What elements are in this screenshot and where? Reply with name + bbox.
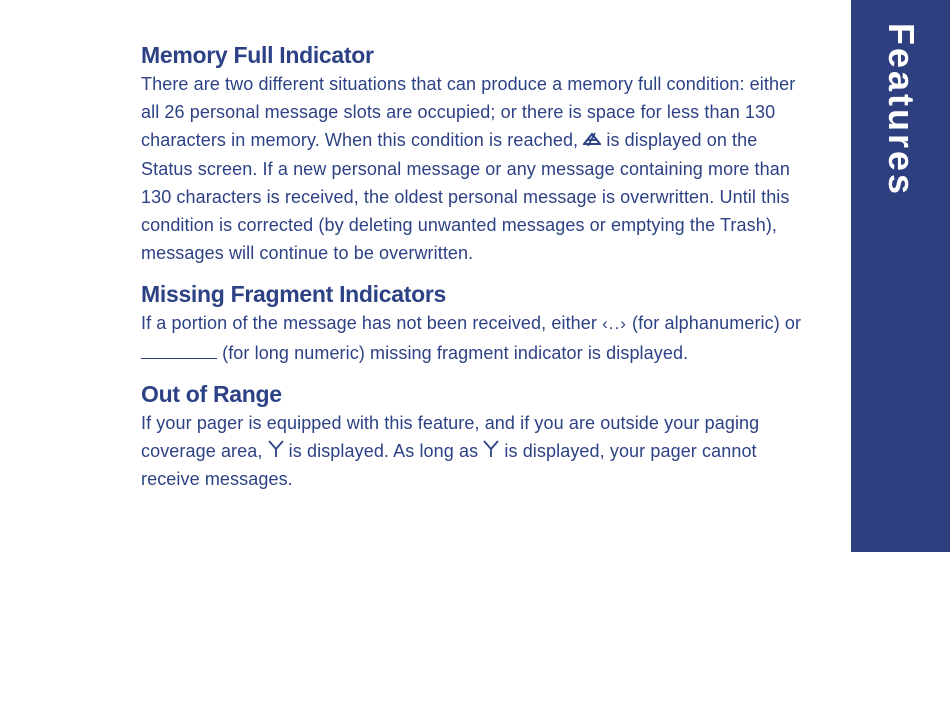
- out-of-range-icon: [483, 437, 499, 465]
- body-text: is displayed, your pager cannot receive messages.: [141, 441, 757, 490]
- body-text: (for alphanumeric) or: [626, 313, 802, 334]
- side-tab-label: Features: [880, 22, 922, 198]
- section-title: Out of Range: [141, 380, 282, 407]
- body-text: is displayed on the Status screen. If a new personal message or any message containing more than 130 characters is received, the oldest personal message is overwritten. Until this condition is corrected (by deleting unwanted messages or emptying the Trash), messages will continue to be overwritten.: [141, 130, 790, 264]
- body-text: is displayed. As long as: [283, 441, 484, 462]
- body-text: If a portion of the message has not been received, either: [141, 313, 603, 334]
- section-body: [141, 309, 811, 366]
- numeric-fragment-indicator: [141, 344, 217, 359]
- section-title: Memory Full Indicator: [141, 42, 374, 68]
- section-body: [141, 409, 811, 494]
- body-text: (for long numeric) missing fragment indicator is displayed.: [217, 342, 689, 363]
- page-content: [141, 40, 811, 493]
- body-text: There are two different situations that can produce a memory full condition: either all 26 personal message slots are occupied; or there is space for less than 130 characters in memory. When this condition is reached,: [141, 74, 796, 151]
- alphanumeric-fragment-indicator: ‹..›: [602, 314, 627, 334]
- section-title: Missing Fragment Indicators: [141, 281, 447, 308]
- out-of-range-icon: [268, 437, 284, 465]
- section-missing-fragment: [141, 279, 811, 366]
- body-text: If your pager is equipped with this feature, and if you are outside your paging coverage area,: [141, 412, 760, 462]
- section-body: [141, 70, 811, 267]
- section-memory-full: [141, 40, 811, 267]
- section-out-of-range: [141, 379, 811, 494]
- memory-full-icon: [583, 126, 601, 154]
- features-side-tab: [851, 0, 950, 552]
